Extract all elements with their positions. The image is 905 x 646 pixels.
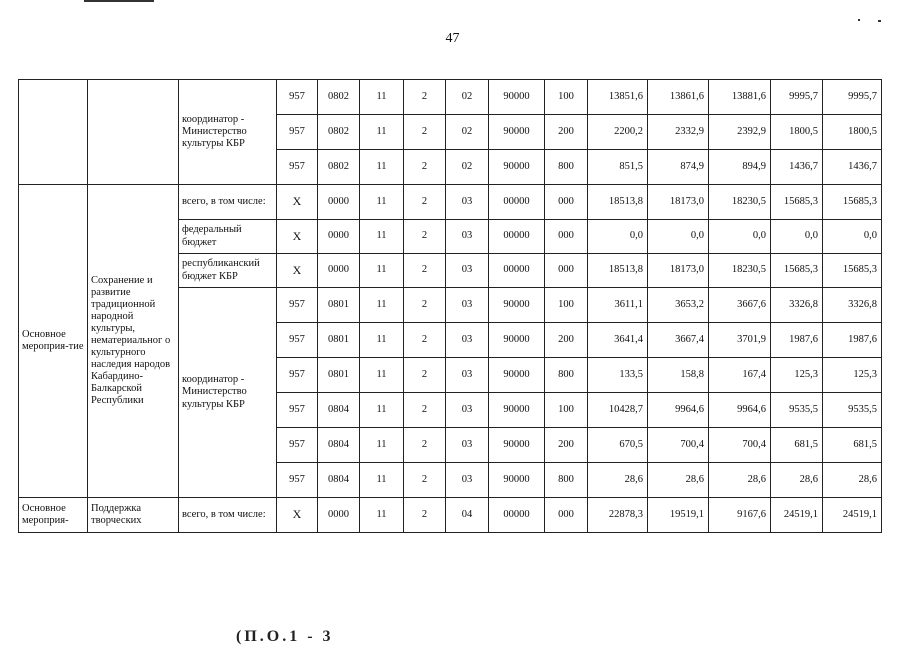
amount-cell: 9964,6 — [648, 393, 709, 428]
code-cell: 11 — [360, 185, 404, 220]
code-cell: 2 — [404, 358, 446, 393]
amount-cell: 15685,3 — [823, 185, 882, 220]
code-cell: 800 — [545, 358, 588, 393]
amount-cell: 10428,7 — [588, 393, 648, 428]
code-cell: 11 — [360, 254, 404, 288]
event-title-label: Сохранение и развитие традиционной народной культуры, нематериальног о культурного наследия народов Кабардино-Балкарской Республики — [88, 185, 179, 498]
amount-cell: 19519,1 — [648, 498, 709, 533]
event-title-cell — [88, 80, 179, 185]
table-row — [19, 80, 882, 115]
amount-cell: 670,5 — [588, 428, 648, 463]
amount-cell: 28,6 — [771, 463, 823, 498]
code-cell: 000 — [545, 498, 588, 533]
amount-cell: 851,5 — [588, 150, 648, 185]
code-cell: 2 — [404, 463, 446, 498]
amount-cell: 874,9 — [648, 150, 709, 185]
main-event-cell — [19, 80, 88, 185]
amount-cell: 2392,9 — [709, 115, 771, 150]
amount-cell: 9167,6 — [709, 498, 771, 533]
code-cell: 00000 — [489, 498, 545, 533]
code-cell: 02 — [446, 115, 489, 150]
total-label: всего, в том числе: — [179, 185, 277, 220]
page-number: 47 — [445, 31, 460, 46]
amount-cell: 28,6 — [709, 463, 771, 498]
code-cell: 0804 — [318, 393, 360, 428]
code-cell: 90000 — [489, 323, 545, 358]
code-cell: 000 — [545, 185, 588, 220]
republic-budget-label: республиканский бюджет КБР — [179, 254, 277, 288]
code-cell: 2 — [404, 150, 446, 185]
code-cell: 04 — [446, 498, 489, 533]
code-cell: 2 — [404, 288, 446, 323]
amount-cell: 0,0 — [588, 220, 648, 254]
code-cell: 00000 — [489, 220, 545, 254]
federal-budget-label: федеральный бюджет — [179, 220, 277, 254]
amount-cell: 0,0 — [648, 220, 709, 254]
table-row — [19, 498, 882, 533]
table-row — [19, 185, 882, 220]
code-cell: 100 — [545, 80, 588, 115]
code-cell: 90000 — [489, 393, 545, 428]
coordinator-label: координатор - Министерство культуры КБР — [179, 80, 277, 185]
amount-cell: 18173,0 — [648, 185, 709, 220]
amount-cell: 9964,6 — [709, 393, 771, 428]
code-cell: 03 — [446, 358, 489, 393]
code-cell: 000 — [545, 254, 588, 288]
code-cell: 2 — [404, 323, 446, 358]
code-cell: 0802 — [318, 80, 360, 115]
amount-cell: 3701,9 — [709, 323, 771, 358]
code-cell: 00000 — [489, 185, 545, 220]
code-cell: 2 — [404, 115, 446, 150]
amount-cell: 3326,8 — [771, 288, 823, 323]
code-cell: 11 — [360, 463, 404, 498]
scan-speck — [84, 0, 154, 2]
code-cell: 957 — [277, 150, 318, 185]
amount-cell: 15685,3 — [771, 254, 823, 288]
code-cell: 11 — [360, 358, 404, 393]
amount-cell: 15685,3 — [823, 254, 882, 288]
amount-cell: 1436,7 — [771, 150, 823, 185]
code-cell: 03 — [446, 393, 489, 428]
code-cell: 0801 — [318, 323, 360, 358]
code-cell: 03 — [446, 220, 489, 254]
amount-cell: 28,6 — [648, 463, 709, 498]
code-cell: 11 — [360, 393, 404, 428]
code-cell: 2 — [404, 80, 446, 115]
code-cell: 000 — [545, 220, 588, 254]
code-cell: 2 — [404, 185, 446, 220]
code-cell: 0804 — [318, 463, 360, 498]
code-cell: 11 — [360, 288, 404, 323]
amount-cell: 167,4 — [709, 358, 771, 393]
amount-cell: 0,0 — [823, 220, 882, 254]
code-cell: 90000 — [489, 80, 545, 115]
code-cell: 0802 — [318, 150, 360, 185]
code-cell: 0801 — [318, 358, 360, 393]
cut-off-text: (П.О.1 - 3 — [236, 628, 334, 645]
total-label: всего, в том числе: — [179, 498, 277, 533]
code-cell: 800 — [545, 150, 588, 185]
amount-cell: 681,5 — [771, 428, 823, 463]
code-cell: 957 — [277, 115, 318, 150]
amount-cell: 133,5 — [588, 358, 648, 393]
code-cell: 03 — [446, 323, 489, 358]
amount-cell: 3653,2 — [648, 288, 709, 323]
code-cell: 957 — [277, 463, 318, 498]
amount-cell: 2332,9 — [648, 115, 709, 150]
code-cell: 0802 — [318, 115, 360, 150]
amount-cell: 24519,1 — [771, 498, 823, 533]
code-cell: 02 — [446, 80, 489, 115]
code-cell: 0000 — [318, 185, 360, 220]
code-cell: 03 — [446, 254, 489, 288]
amount-cell: 700,4 — [709, 428, 771, 463]
code-cell: 800 — [545, 463, 588, 498]
code-cell: 11 — [360, 220, 404, 254]
budget-table — [18, 79, 882, 533]
coordinator-label: координатор - Министерство культуры КБР — [179, 288, 277, 498]
amount-cell: 28,6 — [823, 463, 882, 498]
amount-cell: 125,3 — [823, 358, 882, 393]
code-cell: 0000 — [318, 220, 360, 254]
amount-cell: 9535,5 — [823, 393, 882, 428]
code-cell: 2 — [404, 254, 446, 288]
code-cell: 90000 — [489, 150, 545, 185]
code-cell: 11 — [360, 428, 404, 463]
code-cell: 11 — [360, 80, 404, 115]
amount-cell: 700,4 — [648, 428, 709, 463]
code-cell: 11 — [360, 150, 404, 185]
code-cell: 957 — [277, 393, 318, 428]
code-cell: 0000 — [318, 498, 360, 533]
amount-cell: 13881,6 — [709, 80, 771, 115]
code-cell: 957 — [277, 358, 318, 393]
code-cell: 03 — [446, 288, 489, 323]
event-title-label: Поддержка творческих — [88, 498, 179, 533]
amount-cell: 2200,2 — [588, 115, 648, 150]
amount-cell: 3641,4 — [588, 323, 648, 358]
amount-cell: 1800,5 — [771, 115, 823, 150]
code-cell: 957 — [277, 80, 318, 115]
amount-cell: 125,3 — [771, 358, 823, 393]
amount-cell: 22878,3 — [588, 498, 648, 533]
code-cell: 90000 — [489, 288, 545, 323]
amount-cell: 18230,5 — [709, 254, 771, 288]
code-cell: 0801 — [318, 288, 360, 323]
code-cell: 0804 — [318, 428, 360, 463]
amount-cell: 1800,5 — [823, 115, 882, 150]
code-cell: 957 — [277, 323, 318, 358]
amount-cell: 681,5 — [823, 428, 882, 463]
code-cell: 200 — [545, 323, 588, 358]
code-cell: 2 — [404, 220, 446, 254]
code-cell: X — [277, 185, 318, 220]
amount-cell: 3667,6 — [709, 288, 771, 323]
code-cell: 90000 — [489, 463, 545, 498]
amount-cell: 158,8 — [648, 358, 709, 393]
code-cell: 11 — [360, 323, 404, 358]
code-cell: 11 — [360, 498, 404, 533]
amount-cell: 0,0 — [771, 220, 823, 254]
amount-cell: 18173,0 — [648, 254, 709, 288]
scan-speck — [858, 19, 860, 21]
code-cell: 11 — [360, 115, 404, 150]
code-cell: 200 — [545, 115, 588, 150]
code-cell: 100 — [545, 393, 588, 428]
amount-cell: 15685,3 — [771, 185, 823, 220]
amount-cell: 18513,8 — [588, 254, 648, 288]
amount-cell: 24519,1 — [823, 498, 882, 533]
main-event-label: Основное мероприя- — [19, 498, 88, 533]
code-cell: 200 — [545, 428, 588, 463]
amount-cell: 1436,7 — [823, 150, 882, 185]
amount-cell: 3326,8 — [823, 288, 882, 323]
amount-cell: 3667,4 — [648, 323, 709, 358]
code-cell: 2 — [404, 498, 446, 533]
amount-cell: 0,0 — [709, 220, 771, 254]
code-cell: 100 — [545, 288, 588, 323]
amount-cell: 9535,5 — [771, 393, 823, 428]
amount-cell: 3611,1 — [588, 288, 648, 323]
amount-cell: 9995,7 — [771, 80, 823, 115]
code-cell: 957 — [277, 288, 318, 323]
code-cell: 00000 — [489, 254, 545, 288]
amount-cell: 18230,5 — [709, 185, 771, 220]
code-cell: 2 — [404, 428, 446, 463]
code-cell: 2 — [404, 393, 446, 428]
scan-speck — [878, 20, 881, 22]
amount-cell: 894,9 — [709, 150, 771, 185]
amount-cell: 13851,6 — [588, 80, 648, 115]
amount-cell: 18513,8 — [588, 185, 648, 220]
code-cell: 02 — [446, 150, 489, 185]
code-cell: 03 — [446, 428, 489, 463]
code-cell: 03 — [446, 185, 489, 220]
amount-cell: 9995,7 — [823, 80, 882, 115]
code-cell: 0000 — [318, 254, 360, 288]
code-cell: 90000 — [489, 428, 545, 463]
amount-cell: 1987,6 — [823, 323, 882, 358]
code-cell: X — [277, 220, 318, 254]
amount-cell: 13861,6 — [648, 80, 709, 115]
amount-cell: 28,6 — [588, 463, 648, 498]
amount-cell: 1987,6 — [771, 323, 823, 358]
code-cell: 90000 — [489, 115, 545, 150]
code-cell: 90000 — [489, 358, 545, 393]
code-cell: 957 — [277, 428, 318, 463]
code-cell: 03 — [446, 463, 489, 498]
main-event-label: Основное мероприя-тие — [19, 185, 88, 498]
code-cell: X — [277, 254, 318, 288]
code-cell: X — [277, 498, 318, 533]
